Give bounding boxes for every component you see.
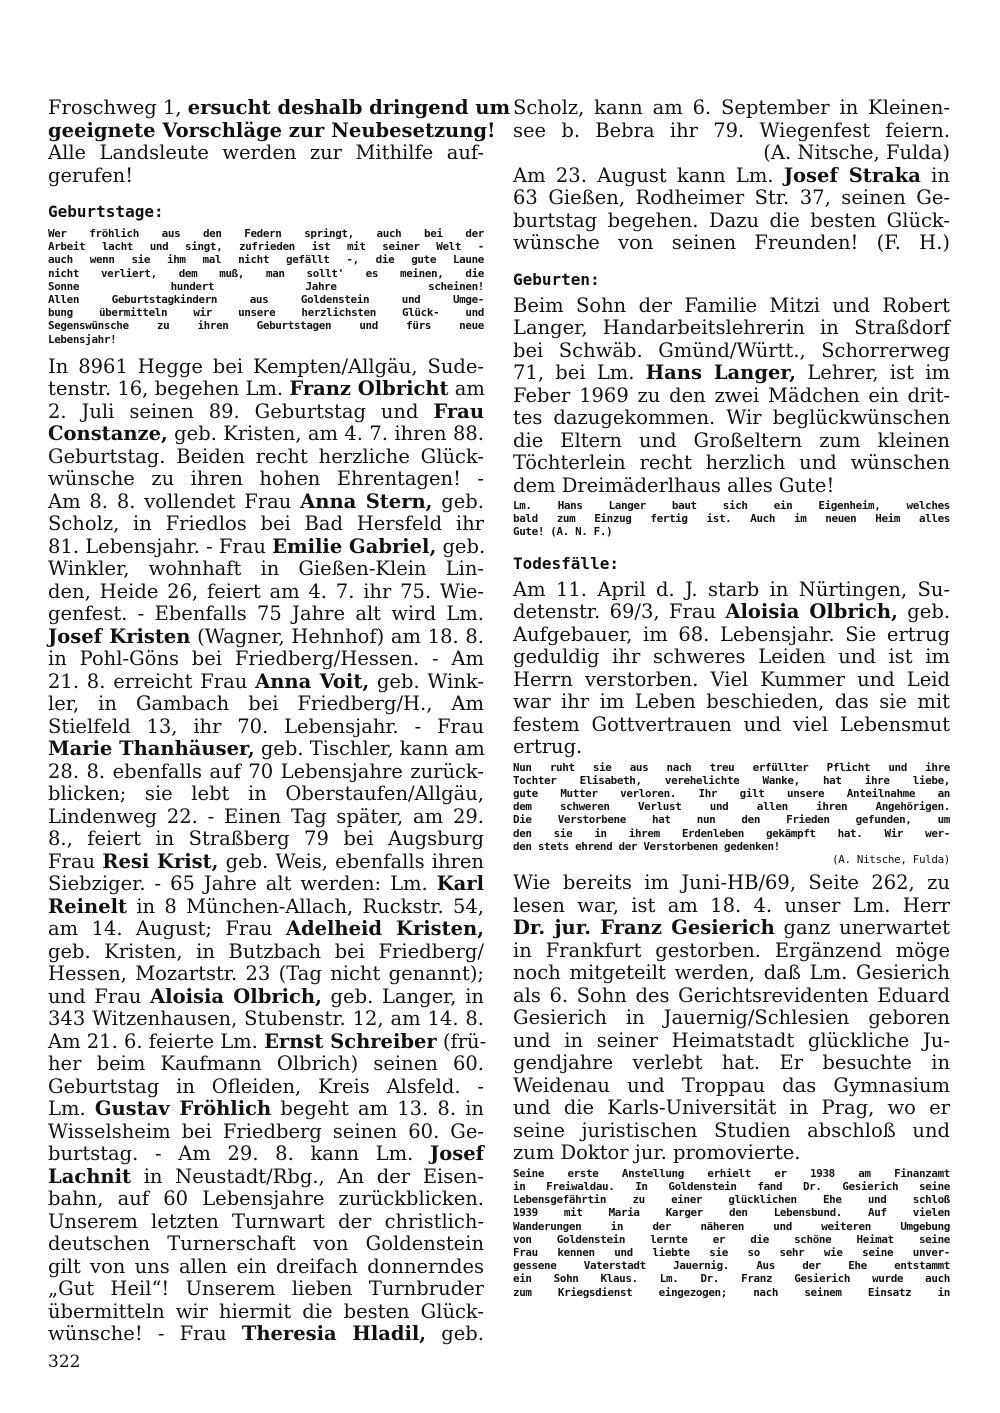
text-line: die Eltern und Großeltern zum kleinen <box>513 428 950 452</box>
text-line: Feber 1969 zu den zwei Mädchen ein drit- <box>513 383 950 407</box>
text-line: Josef Kristen (Wagner, Hehnhof) am 18. 8. <box>48 624 484 648</box>
deaths-text <box>513 579 950 759</box>
text-line: Unserem letzten Turnwart der christlich- <box>48 1209 484 1233</box>
text-line: zum Doktor jur. promovierte. <box>513 1141 801 1165</box>
text-line: Stielfeld 13, ihr 70. Lebensjahr. - Frau <box>48 714 484 738</box>
text-line: Nun ruht sie aus nach treu erfüllter Pflicht und ihre <box>513 760 950 774</box>
text-line: Gute! (A. N. F.) <box>513 525 613 539</box>
text-line: am 14. August; Frau Adelheid Kristen, <box>48 917 485 941</box>
text-line: und in seiner Heimatstadt glückliche Ju- <box>513 1028 950 1052</box>
text-line: gerufen! <box>48 163 134 187</box>
text-line: burtstag begehen. Dazu die besten Glück- <box>513 208 950 232</box>
text-line: gessene Vaterstadt Jauernig. Aus der Ehe entstammt <box>513 1259 950 1273</box>
text-line: 1939 mit Maria Karger den Lebensbund. Auf vielen <box>513 1206 950 1220</box>
text-line: auch wenn sie ihm mal nicht gefällt -, die gute Laune <box>48 253 484 267</box>
text-line: 63 Gießen, Rodheimer Str. 37, seinen Ge- <box>513 186 950 209</box>
text-line: 2. Juli seinen 89. Geburtstag und Frau <box>48 399 484 423</box>
text-line: In 8961 Hegge bei Kempten/Allgäu, Sude- <box>48 354 484 378</box>
text-line: Die Verstorbene hat nun den Frieden gefunden, um <box>513 813 950 827</box>
text-line: Lm. Hans Langer baut sich ein Eigenheim, welches <box>513 499 950 512</box>
text-line: Am 23. August kann Lm. Josef Straka in <box>513 163 950 187</box>
text-line: deutschen Turnerschaft von Goldenstein <box>48 1232 484 1256</box>
text-line: tes dazugekommen. Wir beglückwünschen <box>513 406 950 429</box>
text-line: den sie in ihrem Erdenleben gekämpft hat. Wir wer- <box>513 826 950 840</box>
text-line: gute Mutter verloren. Ihr gilt unsere Anteilnahme an <box>513 787 950 801</box>
text-line: Marie Thanhäuser, geb. Tischler, kann am <box>48 737 485 761</box>
gesierich-obituary <box>513 872 950 1165</box>
births-note <box>513 499 950 539</box>
text-line: geb. Kristen, in Butzbach bei Friedberg/ <box>48 939 484 963</box>
straka-birthday <box>513 165 950 255</box>
page-number: 322 <box>48 1352 81 1372</box>
text-line: „Gut Heil“! Unserem lieben Turnbruder <box>48 1277 484 1301</box>
text-line: see b. Bebra ihr 79. Wiegenfest feiern. <box>513 118 950 142</box>
signature-nitsche-2: (A. Nitsche, Fulda) <box>832 853 950 867</box>
text-line: Seine erste Anstellung erhielt er 1938 am Finanzamt <box>513 1166 950 1180</box>
text-line: ler, in Gambach bei Friedberg/H., Am <box>48 692 484 716</box>
text-line: Geburtstag in Ofleiden, Kreis Alsfeld. - <box>48 1074 484 1098</box>
deaths-note <box>513 761 950 853</box>
text-line: Wie bereits im Juni-HB/69, Seite 262, zu <box>513 871 950 895</box>
text-line: ertrug. <box>513 735 583 759</box>
left-intro <box>48 96 511 187</box>
text-line: Scholz, in Friedlos bei Bad Hersfeld ihr <box>48 512 484 536</box>
text-line: noch mitgeteilt werden, daß Lm. Gesierich <box>513 961 950 985</box>
text-line: 71, bei Lm. Hans Langer, Lehrer, ist im <box>513 361 950 384</box>
text-line: Am 21. 6. feierte Lm. Ernst Schreiber (frü- <box>48 1029 487 1053</box>
text-line: Constanze, geb. Kristen, am 4. 7. ihren 88. <box>48 422 484 446</box>
text-line: 343 Witzenhausen, Stubenstr. 12, am 14. 8. <box>48 1007 484 1031</box>
text-line: Lm. Gustav Fröhlich begeht am 13. 8. in <box>48 1097 484 1121</box>
text-line: Töchterlein recht herzlich und wünschen <box>513 451 950 474</box>
text-line: Aufgebauer, im 68. Lebensjahr. Sie ertrug <box>513 622 950 646</box>
text-line: Alle Landsleute werden zur Mithilfe auf- <box>48 141 484 164</box>
gesierich-note <box>513 1167 950 1299</box>
text-line: den, Heide 26, feiert am 4. 7. ihr 75. Wie- <box>48 579 484 603</box>
heading-births: Geburten: <box>513 269 600 289</box>
text-line: festem Gottvertrauen und viel Lebensmut <box>513 712 950 736</box>
text-line: wünsche! - Frau Theresia Hladil, geb. <box>48 1322 484 1346</box>
text-line: Lindenweg 22. - Einen Tag später, am 29. <box>48 804 484 828</box>
text-line: lesen war, ist am 18. 4. unser Lm. Herr <box>513 893 950 917</box>
text-line: Am 8. 8. vollendet Frau Anna Stern, geb. <box>48 489 484 513</box>
text-line: 28. 8. ebenfalls auf 70 Lebensjahre zurück- <box>48 759 484 783</box>
text-line: Winkler, wohnhaft in Gießen-Klein Lin- <box>48 557 484 581</box>
birthday-poem <box>48 227 484 346</box>
text-line: den stets ehrend der Verstorbenen gedenken! <box>513 839 780 853</box>
text-line: als 6. Sohn des Gerichtsrevidenten Eduard <box>513 983 950 1007</box>
text-line: Segenswünsche zu ihren Geburtstagen und fürs neue <box>48 319 484 333</box>
text-line: und die Karls-Universität in Prag, wo er <box>513 1096 950 1120</box>
text-line: Siebziger. - 65 Jahre alt werden: Lm. Karl <box>48 872 484 896</box>
text-line: von Goldenstein lernte er die schöne Heimat seine <box>513 1232 950 1246</box>
heading-birthdays: Geburtstage: <box>48 202 164 221</box>
text-line: Sonne hundert Jahre scheinen! <box>48 279 484 293</box>
text-line: in Pohl-Göns bei Friedberg/Hessen. - Am <box>48 647 484 671</box>
text-line: Frau kennen und liebte sie so sehr wie seine unver- <box>513 1245 950 1259</box>
text-line: Scholz, kann am 6. September in Kleinen- <box>513 96 950 119</box>
text-line: Beim Sohn der Familie Mitzi und Robert <box>513 293 950 317</box>
text-line: 8., feiert in Straßberg 79 bei Augsburg <box>48 827 484 851</box>
signature-nitsche-1: (A. Nitsche, Fulda) <box>763 141 950 164</box>
text-line: Frau Resi Krist, geb. Weis, ebenfalls ihren <box>48 849 484 873</box>
text-line: Wisselsheim bei Friedberg seinen 60. Ge- <box>48 1119 484 1143</box>
text-line: Tochter Elisabeth, verehelichte Wanke, hat ihre liebe, <box>513 773 950 787</box>
text-line: zum Kriegsdienst eingezogen; nach seinem Einsatz in <box>513 1285 950 1299</box>
text-line: Herrn verstorben. Viel Kummer und Leid <box>513 667 950 691</box>
text-line: Froschweg 1, ersucht deshalb dringend um <box>48 96 511 119</box>
text-line: wünsche von seinen Freunden! (F. H.) <box>513 231 950 254</box>
text-line: in Freiwaldau. In Goldenstein fand Dr. Gesierich seine <box>513 1179 950 1193</box>
text-line: seine juristischen Studien abschloß und <box>513 1118 950 1142</box>
text-line: Lebensgefährtin zu einer glücklichen Ehe und schloß <box>513 1193 950 1207</box>
text-line: geduldig ihr schweres Leiden und ist im <box>513 645 950 669</box>
text-line: war ihr im Leben beschieden, das sie mit <box>513 690 950 714</box>
text-line: Arbeit lacht und singt, zufrieden ist mit seiner Welt - <box>48 240 484 254</box>
text-line: tenstr. 16, begehen Lm. Franz Olbricht am <box>48 377 485 401</box>
text-line: bald zum Einzug fertig ist. Auch im neuen Heim alles <box>513 512 950 526</box>
text-line: Allen Geburtstagkindern aus Goldenstein und Umge- <box>48 293 484 307</box>
text-line: wünsche zu ihren hohen Ehrentagen! - <box>48 467 484 491</box>
text-line: Am 11. April d. J. starb in Nürtingen, Su- <box>513 577 950 601</box>
text-line: 21. 8. erreicht Frau Anna Voit, geb. Wink- <box>48 669 484 693</box>
left-column <box>48 96 511 1346</box>
text-line: und Frau Aloisia Olbrich, geb. Langer, in <box>48 984 484 1008</box>
text-line: genfest. - Ebenfalls 75 Jahre alt wird Lm. <box>48 602 484 626</box>
right-column <box>513 97 950 1299</box>
text-line: bung übermitteln wir unsere herzlichsten Glück- und <box>48 306 484 320</box>
text-line: nicht verliert, dem muß, man sollt' es meinen, die <box>48 266 484 280</box>
text-line: Dr. jur. Franz Gesierich ganz unerwartet <box>513 916 950 940</box>
text-line: Wer fröhlich aus den Federn springt, auch bei der <box>48 227 484 240</box>
text-line: dem schweren Verlust und allen ihren Angehörigen. <box>513 800 950 814</box>
text-line: Wanderungen in der näheren und weiteren Umgebung <box>513 1219 950 1233</box>
text-line: dem Dreimäderlhaus alles Gute! <box>513 473 835 497</box>
text-line: bei Schwäb. Gmünd/Württ., Schorrerweg <box>513 338 950 362</box>
text-line: blicken; sie lebt in Oberstaufen/Allgäu, <box>48 782 484 806</box>
text-line: übermitteln wir hiermit die besten Glück- <box>48 1299 484 1323</box>
text-line: Lachnit in Neustadt/Rbg., An der Eisen- <box>48 1164 484 1188</box>
text-line: gendjahre verlebt hat. Er besuchte in <box>513 1051 950 1075</box>
heading-deaths: Todesfälle: <box>513 553 619 573</box>
text-line: detenstr. 69/3, Frau Aloisia Olbrich, geb. <box>513 600 951 624</box>
text-line: Weidenau und Troppau das Gymnasium <box>513 1073 950 1097</box>
text-line: 81. Lebensjahr. - Frau Emilie Gabriel, geb. <box>48 534 486 558</box>
text-line: gilt von uns allen ein dreifach donnerndes <box>48 1254 484 1278</box>
text-line: Gesierich in Jauernig/Schlesien geboren <box>513 1006 950 1030</box>
births-text <box>513 295 950 498</box>
text-line: in Frankfurt gestorben. Ergänzend möge <box>513 938 950 962</box>
text-line: geeignete Vorschläge zur Neubesetzung! <box>48 118 496 142</box>
text-line: Lebensjahr! <box>48 332 117 346</box>
text-line: Langer, Handarbeitslehrerin in Straßdorf <box>513 316 950 339</box>
text-line: her beim Kaufmann Olbrich) seinen 60. <box>48 1052 484 1076</box>
right-intro <box>513 97 950 142</box>
birthday-listing <box>48 354 487 1346</box>
text-line: ein Sohn Klaus. Lm. Dr. Franz Gesierich wurde auch <box>513 1272 950 1286</box>
text-line: Geburtstag. Beiden recht herzliche Glück- <box>48 444 484 468</box>
text-line: Reinelt in 8 München-Allach, Ruckstr. 54, <box>48 894 484 918</box>
text-line: Hessen, Mozartstr. 23 (Tag nicht genannt); <box>48 962 484 986</box>
text-line: bahn, auf 60 Lebensjahre zurückblicken. <box>48 1187 484 1211</box>
text-line: burtstag. - Am 29. 8. kann Lm. Josef <box>48 1142 484 1166</box>
